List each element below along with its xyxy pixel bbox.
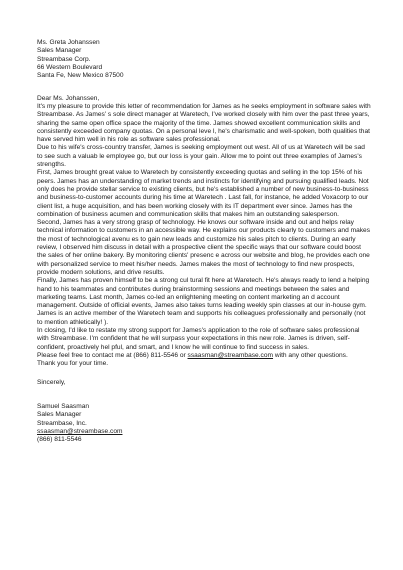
- signer-name: Samuel Saasman: [37, 403, 90, 410]
- recipient-city: Santa Fe, New Mexico 87500: [37, 72, 124, 80]
- thanks-line: Thank you for your time.: [37, 360, 109, 368]
- recipient-title: Sales Manager: [37, 47, 82, 55]
- signer-email-link[interactable]: ssaasman@streambase.com: [37, 427, 123, 435]
- closing: Sincerely,: [37, 379, 66, 386]
- paragraph-reason: Due to his wife's cross-country transfer, James is seeking employment out west. All of us at Waretech will be sad to see such a valuab le employee go, but our loss is your gain. Allow me to point out three examples of James's strengths.: [37, 144, 365, 169]
- signer-phone: (866) 811-5546: [37, 436, 82, 444]
- contact-text-before: Please feel free to contact me at (866) 811-5546 or: [37, 351, 188, 359]
- recipient-street: 66 Western Boulevard: [37, 63, 103, 71]
- signer-company: Streambase, Inc.: [37, 419, 87, 427]
- contact-text-after: with any other questions.: [273, 351, 348, 359]
- paragraph-second: Second, James has a very strong grasp of technology. He knows our software inside and out and helps relay technical information to customers in an accessible way. He explains our products clearly to customers and makes the most of technological avenu es to gain new leads and customize his sales pitch to clients. During an early review, I observed him discuss in detail with a prospective client the specific ways that our software could boost the sales of her online bakery. By monitoring clients' presenc e across our website and blog, he provides each one with personalized service to meet his/her needs. James makes the most of technology to find new prospects, provide modern solutions, and drive results.: [37, 219, 371, 276]
- letter-body: [37, 103, 371, 369]
- paragraph-first: First, James brought great value to Waretech by consistently exceeding quotas and selling in the top 15% of his peers. James has an understanding of market trends and instincts for identifying and pursuing qualified leads. Not only does he provide stellar service to existing clients, but he's established a number of new business-to-business and business-to-customer accounts during his time at Waretech . Last fall, for instance, he added Voxacorp to our client list, a huge acquisition, and has been working closely with its IT department ever since. James has the combination of business acumen and communication skills that makes him an outstanding salesperson.: [37, 169, 369, 218]
- contact-email-link[interactable]: ssaasman@streambase.com: [187, 351, 274, 359]
- contact-line: [37, 352, 371, 360]
- recipient-address: [37, 39, 371, 80]
- recipient-name: Ms. Greta Johanssen: [37, 39, 100, 46]
- paragraph-finally: Finally, James has proven himself to be a strong cul tural fit here at Waretech. He's always ready to lend a helping hand to his teammates and contributes during brainstorming sessions and meetings between the sales and marketing teams. Last month, James co-led an enlightening meeting on content marketing an d account management. Outside of official events, James also takes turns leading weekly spin classes at our in-house gym. James is an active member of the Waretech team and supports his colleagues professionally and personally (not to mention athletically! ).: [37, 277, 370, 326]
- signer-title: Sales Manager: [37, 411, 82, 419]
- paragraph-intro: It's my pleasure to provide this letter of recommendation for James as he seeks employment in software sales with Streambase. As James' s sole direct manager at Waretech, I've worked closely with him over the past three years, sharing the same open office space the majority of the time. James showed excellent communication skills and consistently exceeded company quotas. On a personal leve l, he's charismatic and well-spoken, both qualities that have served him well in his role as software sales professional.: [37, 103, 371, 144]
- paragraph-closing: In closing, I'd like to restate my strong support for James's application to the role of software sales professional with Streambase. I'm confident that he will surpass your expectations in this new role. James is driven, self-confident, proactively hel pful, and smart, and I know he will continue to find success in sales.: [37, 327, 360, 351]
- signature-block: [37, 403, 371, 444]
- recipient-company: Streambase Corp.: [37, 55, 91, 63]
- salutation: Dear Ms. Johanssen,: [37, 95, 100, 102]
